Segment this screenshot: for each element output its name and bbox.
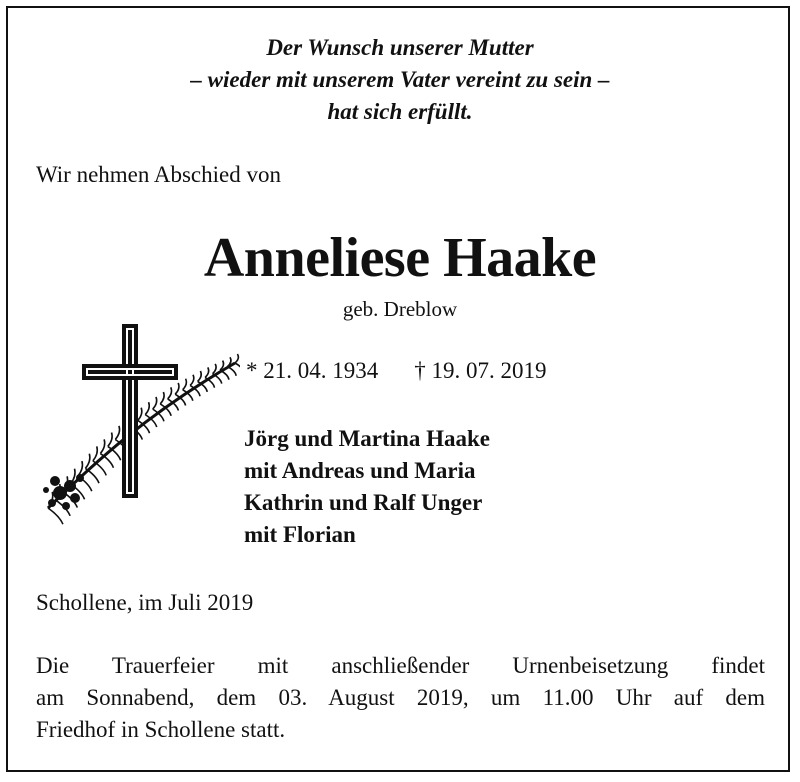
- palm-frond-stroke: [93, 446, 97, 460]
- palm-frond-stroke: [100, 439, 104, 453]
- palm-frond-stroke: [228, 367, 237, 376]
- palm-frond-stroke: [205, 367, 209, 377]
- palm-frond-stroke: [235, 363, 240, 372]
- quote-line: Der Wunsch unserer Mutter: [266, 35, 534, 60]
- palm-frond-stroke: [235, 354, 238, 363]
- quote-line: hat sich erfüllt.: [327, 99, 473, 124]
- mourner-line: Kathrin und Ralf Unger: [244, 490, 483, 515]
- palm-frond-stroke: [175, 383, 179, 394]
- palm-frond-stroke: [213, 364, 217, 374]
- palm-frond-stroke: [100, 454, 113, 468]
- palm-frond-stroke: [115, 426, 119, 440]
- palm-frond-stroke: [85, 454, 89, 469]
- palm-frond-stroke: [160, 392, 164, 404]
- funeral-line: Friedhof in Schollene statt.: [36, 717, 286, 742]
- funeral-details: [36, 650, 765, 746]
- palm-frond-stroke: [78, 461, 83, 476]
- mourners-list: [244, 423, 490, 551]
- funeral-line: am Sonnabend, dem 03. August 2019, um 11.00 Uhr auf dem: [36, 685, 765, 710]
- palm-frond-stroke: [48, 508, 63, 524]
- death-date: † 19. 07. 2019: [414, 358, 547, 383]
- funeral-line: Die Trauerfeier mit anschließender Urnenbeisetzung findet: [36, 653, 765, 678]
- deceased-name: Anneliese Haake: [203, 227, 597, 289]
- memorial-quote: [0, 32, 800, 128]
- cross-with-palm-branch-icon: [30, 318, 240, 533]
- birth-date: * 21. 04. 1934: [246, 358, 379, 383]
- mourner-line: mit Andreas und Maria: [244, 458, 476, 483]
- palm-frond-stroke: [168, 387, 172, 399]
- palm-frond-stroke: [190, 375, 194, 386]
- palm-frond-stroke: [108, 433, 112, 447]
- palm-frond-stroke: [138, 408, 142, 421]
- mourner-line: Jörg und Martina Haake: [244, 426, 490, 451]
- palm-frond-stroke: [145, 402, 149, 414]
- palm-frond-stroke: [183, 379, 187, 390]
- palm-frond-stroke: [220, 370, 229, 380]
- palm-frond-stroke: [93, 461, 106, 475]
- birth-name: geb. Dreblow: [342, 297, 458, 321]
- place-and-date: Schollene, im Juli 2019: [36, 590, 254, 615]
- farewell-intro: Wir nehmen Abschied von: [36, 162, 281, 187]
- palm-frond-stroke: [198, 371, 202, 381]
- life-dates: [246, 356, 547, 386]
- palm-frond-stroke: [153, 397, 157, 409]
- palm-frond-stroke: [85, 468, 99, 483]
- mourner-line: mit Florian: [244, 522, 356, 547]
- quote-line: – wieder mit unserem Vater vereint zu sein –: [190, 67, 610, 92]
